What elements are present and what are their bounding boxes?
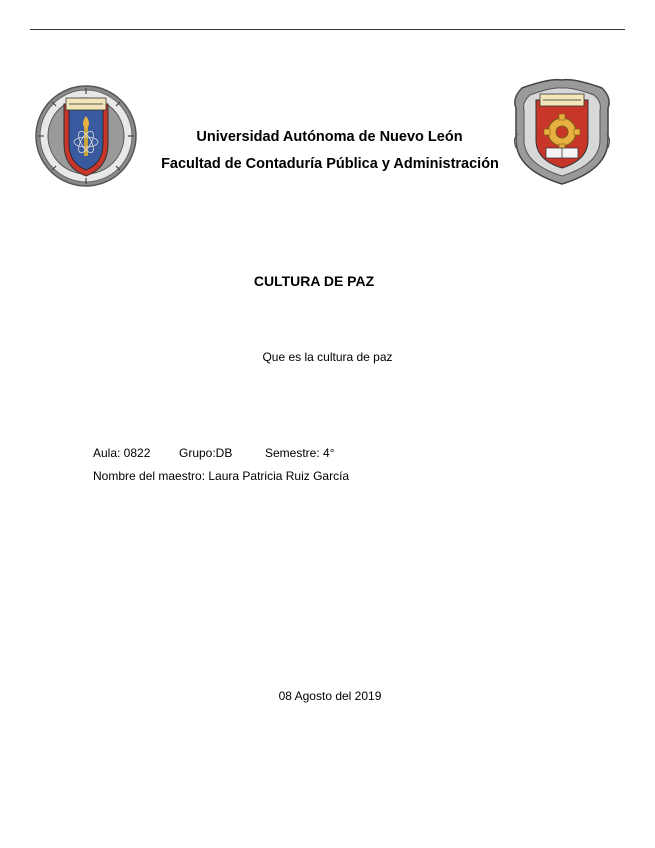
document-title: CULTURA DE PAZ xyxy=(253,273,375,289)
teacher-name: Nombre del maestro: Laura Patricia Ruiz García xyxy=(93,469,350,483)
university-name: Universidad Autónoma de Nuevo León xyxy=(196,129,463,145)
class-info-row xyxy=(93,446,335,460)
document-date: 08 Agosto del 2019 xyxy=(278,689,382,703)
faculty-name: Facultad de Contaduría Pública y Administración xyxy=(161,156,499,172)
aula-label: Aula: 0822 xyxy=(93,446,151,460)
top-divider xyxy=(30,29,625,30)
grupo-label: Grupo:DB xyxy=(179,446,233,460)
document-subtitle: Que es la cultura de paz xyxy=(262,350,393,364)
semestre-label: Semestre: 4° xyxy=(265,446,335,460)
